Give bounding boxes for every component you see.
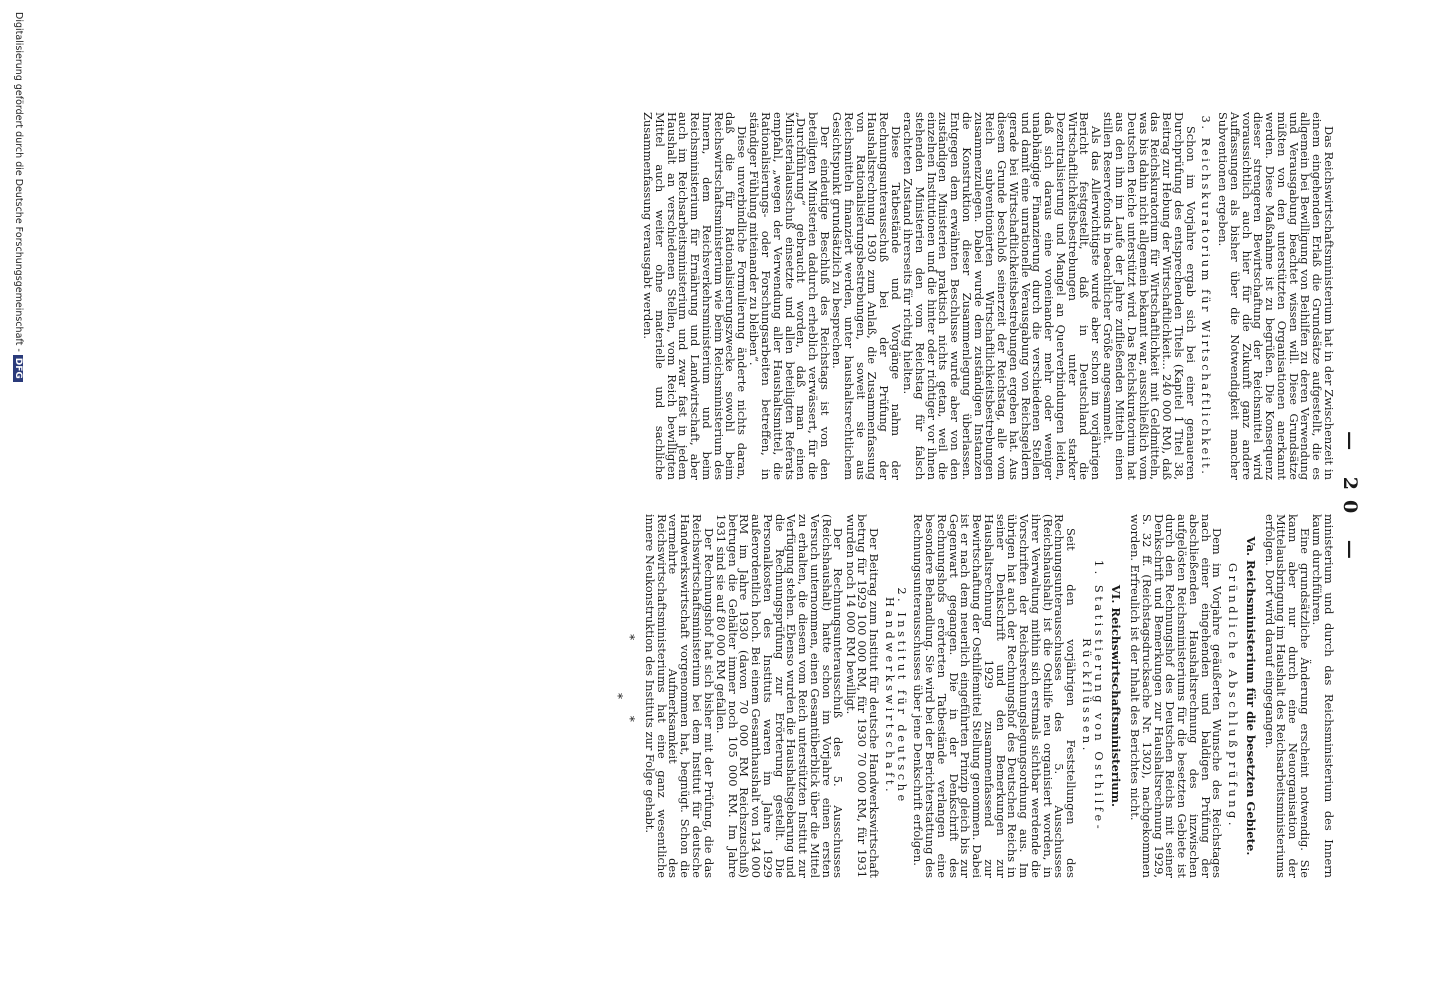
paragraph: ministerium und durch das Reichsministerium des Innern kaum durchführen. xyxy=(1310,514,1336,878)
paragraph: Der eindeutige Beschluß des Reichstags ist von den beteiligten Ministerien dadurch erheblich verwässert, für die „Durchführung“ gebraucht worden, daß man einen Ministerialausschuß einsetzte und allen beteiligten Referats empfahl, „wegen der Verwendung aller Haushaltsmittel, die Rationalisierungs- oder Forschungsarbeiten betreffen, in ständiger Fühlung miteinander zu bleiben“. xyxy=(747,112,832,480)
right-column xyxy=(92,514,1334,878)
paragraph: Diese Tatbestände und Vorgänge nahm der Rechnungsunterausschuß bei der Prüfung der Haushaltsrechnung 1930 zum Anlaß, die Zusammenfassung von Rationalisierungsbestrebungen, soweit sie aus Reichsmitteln finanziert werden, unter haushaltsrechtlichem Gesichtspunkt grundsätzlich zu besprechen. xyxy=(830,112,903,480)
separator-asterisks: * * xyxy=(623,634,638,758)
paragraph: Eine grundsätzliche Änderung erscheint notwendig. Sie kann aber nur durch eine Neuorganisation der Mittelausbringung im Haushalt des Reichsarbeitsministeriums erfolgen. Dort wird darauf eingegangen. xyxy=(1262,514,1312,878)
paragraph: Als das Allerwichtigste wurde aber schon im vorjährigen Bericht festgestellt, daß in Deutschland die Wirtschaftlichkeitsbestrebungen unter starker Dezentralisierung und Mangel an Querverbindungen leiden, daß sich daraus eine voneinander mehr oder weniger unabhängige Finanzierung durch die verschiedenen Stellen und damit eine unrationelle Verausgabung von Reichsgeldern gerade bei Wirtschaftlichkeitsbestrebungen ergeben hat. Aus diesem Grunde beschloß seinerzeit der Reichstag, alle vom Reich subventionierten Wirtschaftlichkeitsbestrebungen zusammenzulegen. Dabei wurde dem zuständigen Instanzen die Konstruktion dieser Zusammenlegung überlassen. Entgegen dem erwähnten Beschlusse wurde aber von den zuständigen Ministerien praktisch nichts getan, weil die einzelnen Institutionen und die hinter oder richtiger vor ihnen stehenden Ministerien den vom Reichstag für falsch erachteten Zustand ihrerseits für richtig hielten. xyxy=(901,112,1104,480)
dfg-logo: DFG xyxy=(13,355,23,382)
footer-text: Digitalisierung gefördert durch die Deutsche Forschungsgemeinschaft - xyxy=(13,12,24,352)
section-heading: 3. Reichskuratorium für Wirtschaftlichkeit. xyxy=(1199,115,1214,477)
paragraph: Der Rechnungsunterausschuß des 5. Ausschusses (Reichshaushalt) hatte schon im Vorjahre einen ersten Versuch unternommen, einen Gesamtüberblick über die Mittel zu erhalten, die diesem vom Reich unterstützten Institut zur Verfügung stehen. Ebenso wurden die Haushaltsgebarung und die Rechnungsprüfung zur Erörterung gestellt. Die Personalkosten des Instituts waren im Jahre 1929 außerordentlich hoch. Bei einem Gesamthaushalt von 134 000 RM im Jahre 1930 (davon 70 000 RM Reichszuschuß) betrugen die Gehälter immer noch 105 000 RM. Im Jahre 1931 sind sie auf 80 000 RM gefallen. xyxy=(714,514,846,878)
subsection-heading: 1. Statistierung von Osthilfe-Rückflüssen. xyxy=(1080,559,1106,833)
subsection-heading: 2. Institut für deutsche Handwerkswirtschaft. xyxy=(883,587,909,805)
section-heading: Va. Reichsministerium für die besetzten Gebiete. xyxy=(1244,536,1258,856)
separator-asterisk: * xyxy=(611,693,626,699)
page-number: — 20 — xyxy=(1339,431,1361,569)
paragraph: Dem im Vorjahre geäußerten Wunsche des Reichstages nach einer eingehenden und baldigen Prüfung der abschließenden Haushaltsrechnung des inzwischen aufgelösten Reichsministeriums für die besetzten Gebiete ist durch den Rechnungshof des Deutschen Reichs mit seiner Denkschrift und Bemerkungen zur Haushaltsrechnung 1929, S. 32 ff. (Reichstagsdrucksache Nr. 1302), nachgekommen worden. Erfreulich ist der Inhalt des Berichtes nicht. xyxy=(1128,514,1225,878)
digitization-footer xyxy=(13,12,24,382)
paragraph: Das Reichswirtschaftsministerium hat in der Zwischenzeit in einem eingehenden Erlaß die Grundsätze aufgestellt, die es allgemein bei Bewilligung von Beihilfen zu deren Verwendung und Verausgabung beachtet wissen will. Diese Grundsätze müßten von den unterstützten Organisationen anerkannt werden. Diese Maßnahme ist zu begrüßen. Die Konsequenz dieser strengeren Bewirtschaftung der Reichsmittel wird voraussichtlich auch hier für die Zukunft ganz andere Auffassungen als bisher über die Notwendigkeit mancher Subventionen ergeben. xyxy=(1216,112,1336,480)
paragraph: Der Beitrag zum Institut für deutsche Handwerkswirtschaft betrug für 1929 100 000 RM, für 1930 70 000 RM, für 1931 wurden noch 14 000 RM bewilligt. xyxy=(843,514,882,878)
left-column xyxy=(92,112,1334,480)
paragraph: Diese unverbindliche Formulierung änderte nichts daran, daß die für Rationalisierungszwecke sowohl beim Reichswirtschaftsministerium wie beim Reichsministerium des Innern, dem Reichsverkehrsministerium und beim Reichsministerium für Ernährung und Landwirtschaft, aber auch im Reichsarbeitsministerium und zwar fast in jedem Haushalt an verschiedenen Stellen, vom Reich bewilligten Mittel auch weiter ohne materielle und sachliche Zusammenfassung verausgabt werden. xyxy=(641,112,750,480)
paragraph: Der Rechnungshof hat sich bisher mit der Prüfung, die das Reichswirtschaftsministerium bei dem Institut für deutsche Handwerkswirtschaft vorgenommen hat, begnügt. Schon die vermehrte Aufmerksamkeit des Reichswirtschaftsministeriums hat eine ganz wesentliche innere Neukonstruktion des Instituts zur Folge gehabt. xyxy=(643,514,716,878)
paragraph: Schon im Vorjahre ergab sich bei einer genaueren Durchprüfung des entsprechenden Titels (Kapitel 1 Titel 38, Beitrag zur Hebung der Wirtschaftlichkeit... 240 000 RM), daß das Reichskuratorium für Wirtschaftlichkeit mit Geldmitteln, was bis dahin nicht allgemein bekannt war, ausschließlich vom Deutschen Reiche unterstützt wird. Das Reichskuratorium hat aus den ihm im Laufe der Jahre zufließenden Mitteln einen stillen Reservefonds in beachtlicher Größe angesammelt. xyxy=(1101,112,1198,480)
paragraph: Seit den vorjährigen Feststellungen des Rechnungsunterausschusses des 5. Ausschusses (Reichshaushalt) ist die Osthilfe neu organisiert worden, in ihrer Verwaltung mithin sich erstmals sichtbar werdende die Vorschriften der Reichsrechnungslegungsordnung aus. Im übrigen hat auch der Rechnungshof des Deutschen Reichs in seiner Denkschrift und den Bemerkungen zur Haushaltsrechnung 1929 zusammenfassend zur Bewirtschaftung der Osthilfemittel Stellung genommen. Dabei ist er nach dem neuerlich eingeführten Prinzip gleich bis zur Gegenwart gegangen. Die in der Denkschrift des Rechnungshofs erörterten Tatbestände verlangen eine besondere Behandlung. Sie wird bei der Berichterstattung des Rechnungsunterausschusses über jene Denkschrift erfolgen. xyxy=(911,514,1079,878)
subsection-heading: Gründliche Abschlußprüfung. xyxy=(1226,563,1241,829)
section-heading: VI. Reichswirtschaftsministerium. xyxy=(1109,584,1124,808)
